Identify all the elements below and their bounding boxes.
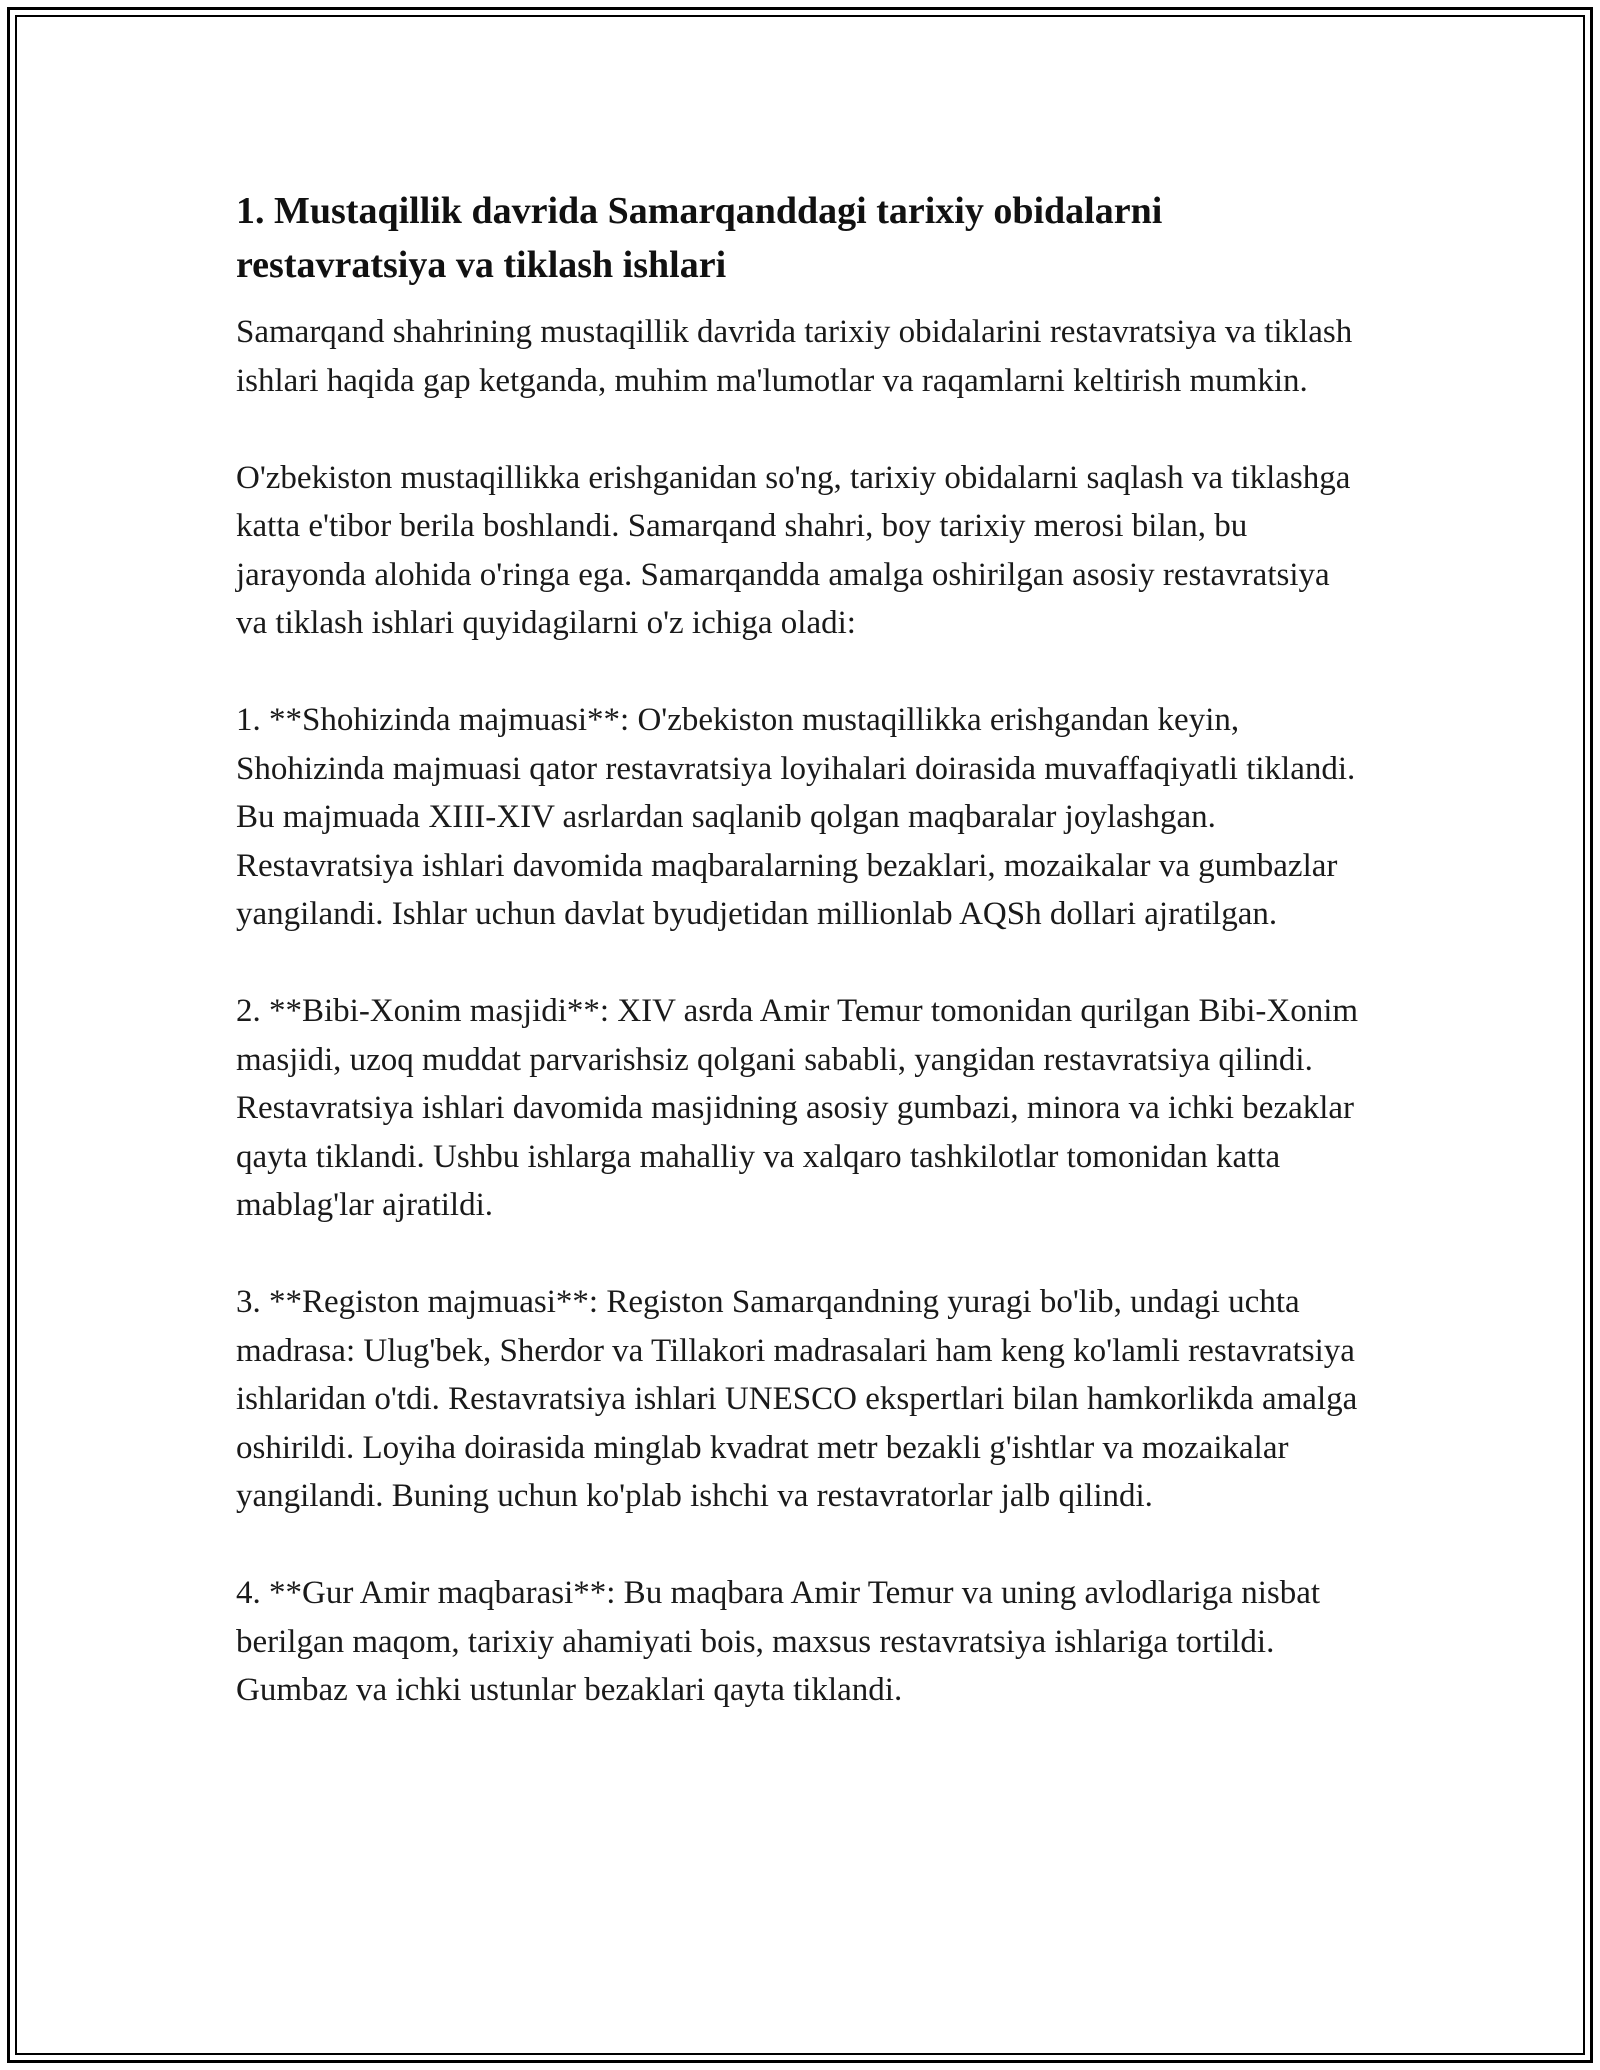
- list-item-gur-amir: 4. **Gur Amir maqbarasi**: Bu maqbara Amir Temur va uning avlodlariga nisbat berilgan maqom, tarixiy ahamiyati bois, maxsus restavratsiya ishlariga tortildi. Gumbaz va ichki ustunlar bezaklari qayta tiklandi.: [236, 1575, 1321, 1708]
- document-body: [236, 184, 1366, 1715]
- document-title: 1. Mustaqillik davrida Samarqanddagi tarixiy obidalarni restavratsiya va tiklash ishlari: [236, 190, 1163, 286]
- context-paragraph: O'zbekiston mustaqillikka erishganidan so'ng, tarixiy obidalarni saqlash va tiklashga katta e'tibor berila boshlandi. Samarqand shahri, boy tarixiy merosi bilan, bu jarayonda alohida o'ringa ega. Samarqandda amalga oshirilgan asosiy restavratsiya va tiklash ishlari quyidagilarni o'z ichiga oladi:: [236, 459, 1351, 641]
- list-item-bibi-xonim: 2. **Bibi-Xonim masjidi**: XIV asrda Amir Temur tomonidan qurilgan Bibi-Xonim masjidi, uzoq muddat parvarishsiz qolgani sababli, yangidan restavratsiya qilindi. Restavratsiya ishlari davomida masjidning asosiy gumbazi, minora va ichki bezaklar qayta tiklandi. Ushbu ishlarga mahalliy va xalqaro tashkilotlar tomonidan katta mablag'lar ajratildi.: [236, 993, 1359, 1223]
- list-item-registon: 3. **Registon majmuasi**: Registon Samarqandning yuragi bo'lib, undagi uchta madrasa: Ulug'bek, Sherdor va Tillakori madrasalari ham keng ko'lamli restavratsiya ishlaridan o'tdi. Restavratsiya ishlari UNESCO ekspertlari bilan hamkorlikda amalga oshirildi. Loyiha doirasida minglab kvadrat metr bezakli g'ishtlar va mozaikalar yangilandi. Buning uchun ko'plab ishchi va restavratorlar jalb qilindi.: [236, 1284, 1358, 1514]
- list-item-shohizinda: 1. **Shohizinda majmuasi**: O'zbekiston mustaqillikka erishgandan keyin, Shohizinda majmuasi qator restavratsiya loyihalari doirasida muvaffaqiyatli tiklandi. Bu majmuada XIII-XIV asrlardan saqlanib qolgan maqbaralar joylashgan. Restavratsiya ishlari davomida maqbaralarning bezaklari, mozaikalar va gumbazlar yangilandi. Ishlar uchun davlat byudjetidan millionlab AQSh dollari ajratilgan.: [236, 702, 1356, 932]
- intro-paragraph: Samarqand shahrining mustaqillik davrida tarixiy obidalarini restavratsiya va tiklash ishlari haqida gap ketganda, muhim ma'lumotlar va raqamlarni keltirish mumkin.: [236, 314, 1353, 399]
